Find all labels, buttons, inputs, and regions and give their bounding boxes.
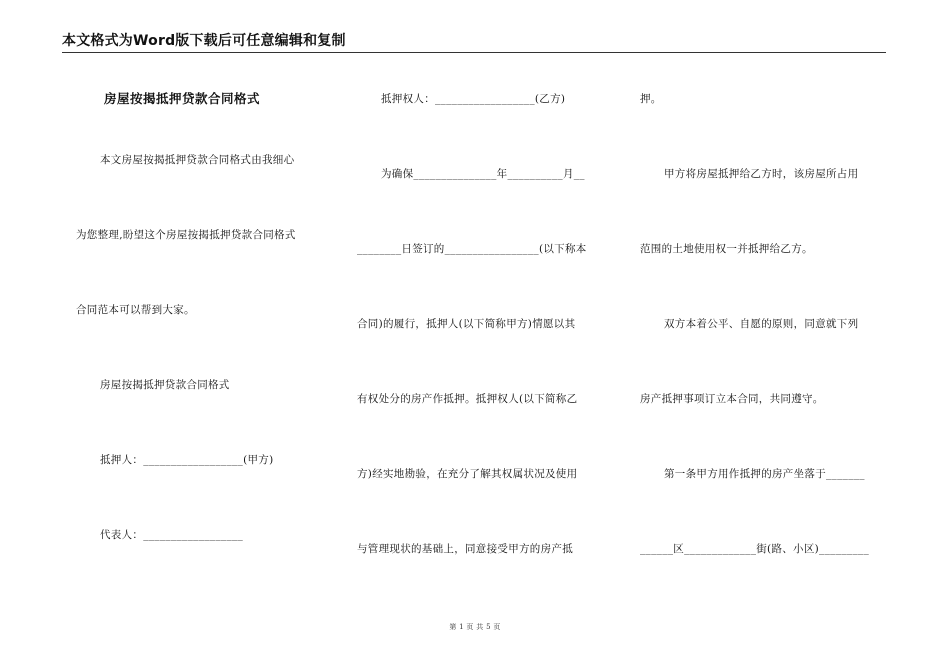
paragraph-line: 为确保_______________年__________月__	[381, 168, 585, 180]
mortgagee-field: 抵押权人：__________________(乙方)	[381, 93, 566, 105]
paragraph-line: 押。	[640, 93, 662, 105]
paragraph-line: 合同范本可以帮到大家。	[76, 304, 195, 316]
article-one-line: 第一条甲方用作抵押的房产坐落于_______	[664, 468, 865, 480]
paragraph-line: 房产抵押事项订立本合同，共同遵守。	[640, 393, 824, 405]
document-header: 本文格式为Word版下载后可任意编辑和复制	[62, 33, 346, 49]
page-number: 第 1 页 共 5 页	[449, 623, 501, 631]
paragraph-line: 有权处分的房产作抵押。抵押权人(以下简称乙	[357, 393, 578, 405]
paragraph-line: 甲方将房屋抵押给乙方时，该房屋所占用	[664, 168, 859, 180]
paragraph-line: 合同)的履行，抵押人(以下简称甲方)情愿以其	[357, 318, 576, 330]
paragraph-line: ________日签订的_________________(以下称本	[357, 243, 587, 255]
paragraph-line: 方)经实地勘验，在充分了解其权属状况及使用	[357, 468, 578, 480]
document-title: 房屋按揭抵押贷款合同格式	[104, 91, 261, 106]
paragraph-line: 双方本着公平、自愿的原则，同意就下列	[664, 318, 859, 330]
section-heading: 房屋按揭抵押贷款合同格式	[100, 379, 230, 391]
representative-field: 代表人：__________________	[100, 529, 244, 541]
paragraph-line: 为您整理,盼望这个房屋按揭抵押贷款合同格式	[76, 229, 296, 241]
paragraph-line: 本文房屋按揭抵押贷款合同格式由我细心	[100, 154, 295, 166]
mortgagor-field: 抵押人：__________________(甲方)	[100, 454, 274, 466]
address-line: ______区_____________街(路、小区)_________	[640, 543, 869, 555]
paragraph-line: 范围的土地使用权一并抵押给乙方。	[640, 243, 813, 255]
paragraph-line: 与管理现状的基础上，同意接受甲方的房产抵	[357, 543, 573, 555]
header-divider	[62, 52, 886, 53]
